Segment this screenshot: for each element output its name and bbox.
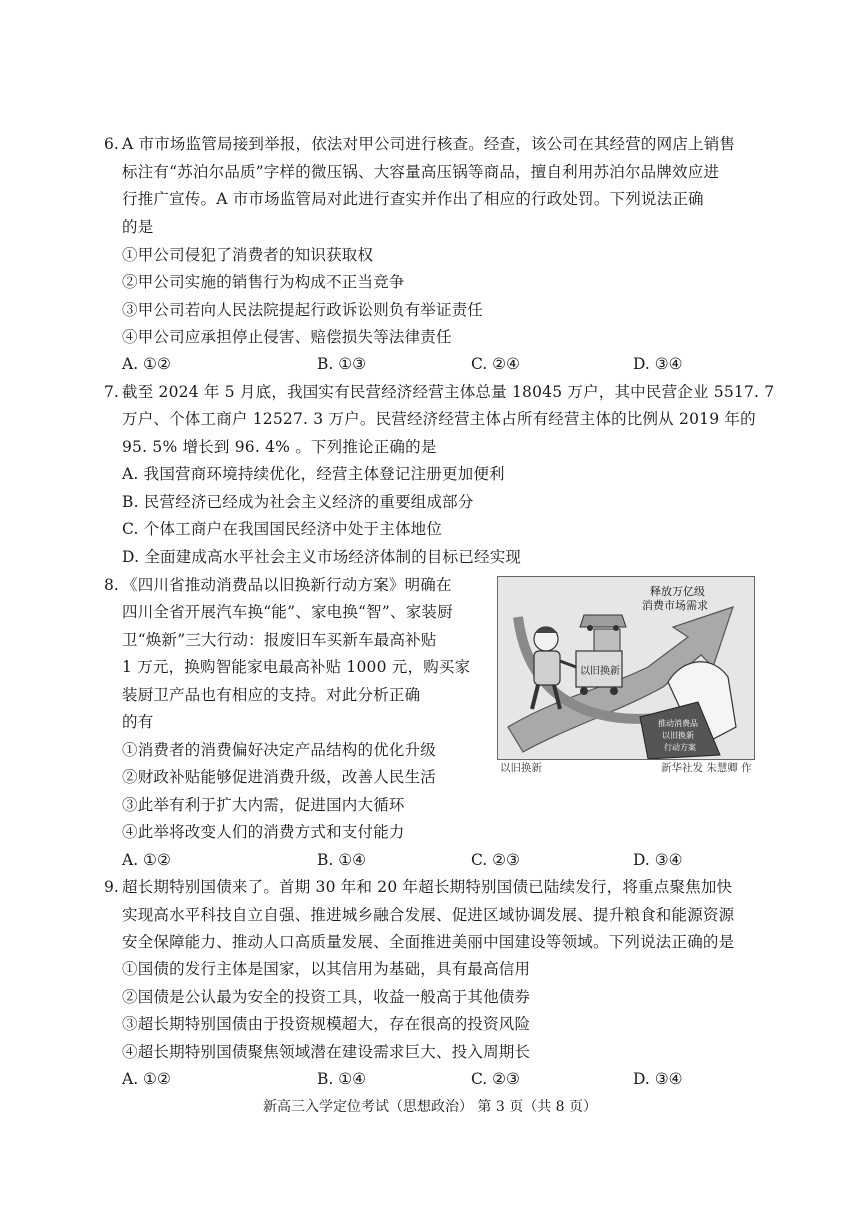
cart-wheel-shape (580, 687, 588, 695)
cartoon-illustration (497, 576, 755, 760)
answer-option-a: A. ①② (122, 355, 171, 373)
question-stem-line: 安全保障能力、推动人口高质量发展、全面推进美丽中国建设等领域。下列说法正确的是 (122, 933, 735, 951)
statement: ②财政补贴能够促进消费升级，改善人民生活 (122, 768, 437, 786)
page-footer: 新高三入学定位考试（思想政治） 第 3 页（共 8 页） (262, 1099, 598, 1115)
answer-option-b: B. ①④ (317, 851, 367, 869)
question-number: 7. (104, 383, 119, 401)
answer-option-b: B. ①③ (317, 355, 367, 373)
car-shape (580, 615, 626, 627)
sleeve-label: 以旧换新 (662, 731, 694, 740)
statement: ③甲公司若向人民法院提起行政诉讼则负有举证责任 (122, 301, 484, 319)
question-stem-line: 卫“焕新”三大行动：报废旧车买新车最高补贴 (122, 631, 437, 649)
answer-option-c: C. ②③ (471, 1070, 520, 1088)
figure-headline: 消费市场需求 (642, 599, 708, 612)
question-stem-line: 万户、个体工商户 12527. 3 万户。民营经济经营主体占所有经营主体的比例从 2019 年的 (122, 410, 756, 428)
question-stem-line: 装厨卫产品也有相应的支持。对此分析正确 (122, 686, 421, 704)
figure-headline: 释放万亿级 (650, 585, 705, 598)
question-stem-line: 四川全省开展汽车换“能”、家电换“智”、家装厨 (122, 603, 453, 621)
sleeve-label: 推动消费品 (658, 719, 698, 728)
statement: ②甲公司实施的销售行为构成不正当竞争 (122, 273, 405, 291)
cartoon-drawing (498, 577, 754, 759)
choice: A. 我国营商环境持续优化，经营主体登记注册更加便利 (122, 465, 505, 483)
question-number: 8. (104, 576, 119, 594)
question-stem-line: 的是 (122, 218, 154, 236)
answer-option-a: A. ①② (122, 851, 171, 869)
answer-option-a: A. ①② (122, 1070, 171, 1088)
person-body-shape (534, 651, 560, 685)
question-stem-line: 截至 2024 年 5 月底，我国实有民营经济经营主体总量 18045 万户，其中民营企业 5517. 7 (122, 383, 775, 401)
cart-wheel-shape (610, 687, 618, 695)
statement: ①国债的发行主体是国家，以其信用为基础，具有最高信用 (122, 960, 531, 978)
choice: B. 民营经济已经成为社会主义经济的重要组成部分 (122, 493, 474, 511)
figure-caption-left: 以旧换新 (500, 762, 542, 774)
sleeve-label: 行动方案 (664, 743, 696, 752)
choice: C. 个体工商户在我国国民经济中处于主体地位 (122, 520, 443, 538)
statement: ③此举有利于扩大内需，促进国内大循环 (122, 796, 405, 814)
question-number: 6. (104, 135, 119, 153)
answer-option-c: C. ②③ (471, 851, 520, 869)
statement: ④超长期特别国债聚焦领域潜在建设需求巨大、投入周期长 (122, 1043, 531, 1061)
statement: ①消费者的消费偏好决定产品结构的优化升级 (122, 741, 437, 759)
answer-option-d: D. ③④ (633, 355, 683, 373)
statement: ④此举将改变人们的消费方式和支付能力 (122, 823, 405, 841)
question-stem-line: 行推广宣传。A 市市场监管局对此进行查实并作出了相应的行政处罚。下列说法正确 (122, 190, 704, 208)
question-stem-line: 95. 5% 增长到 96. 4% 。下列推论正确的是 (122, 438, 437, 456)
question-stem-line: 实现高水平科技自立自强、推进城乡融合发展、促进区域协调发展、提升粮食和能源资源 (122, 906, 735, 924)
question-stem-line: 《四川省推动消费品以旧换新行动方案》明确在 (122, 576, 452, 594)
statement: ④甲公司应承担停止侵害、赔偿损失等法律责任 (122, 328, 452, 346)
answer-option-d: D. ③④ (633, 851, 683, 869)
question-stem-line: A 市市场监管局接到举报，依法对甲公司进行核查。经查，该公司在其经营的网店上销售 (122, 135, 736, 153)
figure-caption-right: 新华社发 朱慧卿 作 (661, 762, 752, 774)
question-stem-line: 超长期特别国债来了。首期 30 年和 20 年超长期特别国债已陆续发行，将重点聚焦加快 (122, 878, 733, 896)
question-stem-line: 1 万元，换购智能家电最高补贴 1000 元，购买家 (122, 658, 471, 676)
question-stem-line: 标注有“苏泊尔品质”字样的微压锅、大容量高压锅等商品，擅自利用苏泊尔品牌效应进 (122, 163, 720, 181)
question-stem-line: 的有 (122, 713, 154, 731)
choice: D. 全面建成高水平社会主义市场经济体制的目标已经实现 (122, 548, 522, 566)
answer-option-b: B. ①④ (317, 1070, 367, 1088)
question-number: 9. (104, 878, 119, 896)
answer-option-d: D. ③④ (633, 1070, 683, 1088)
appliance-shape (594, 629, 620, 651)
statement: ①甲公司侵犯了消费者的知识获取权 (122, 246, 374, 264)
answer-option-c: C. ②④ (471, 355, 520, 373)
statement: ②国债是公认最为安全的投资工具，收益一般高于其他债券 (122, 988, 531, 1006)
cart-label: 以旧换新 (580, 666, 620, 677)
statement: ③超长期特别国债由于投资规模超大，存在很高的投资风险 (122, 1015, 531, 1033)
